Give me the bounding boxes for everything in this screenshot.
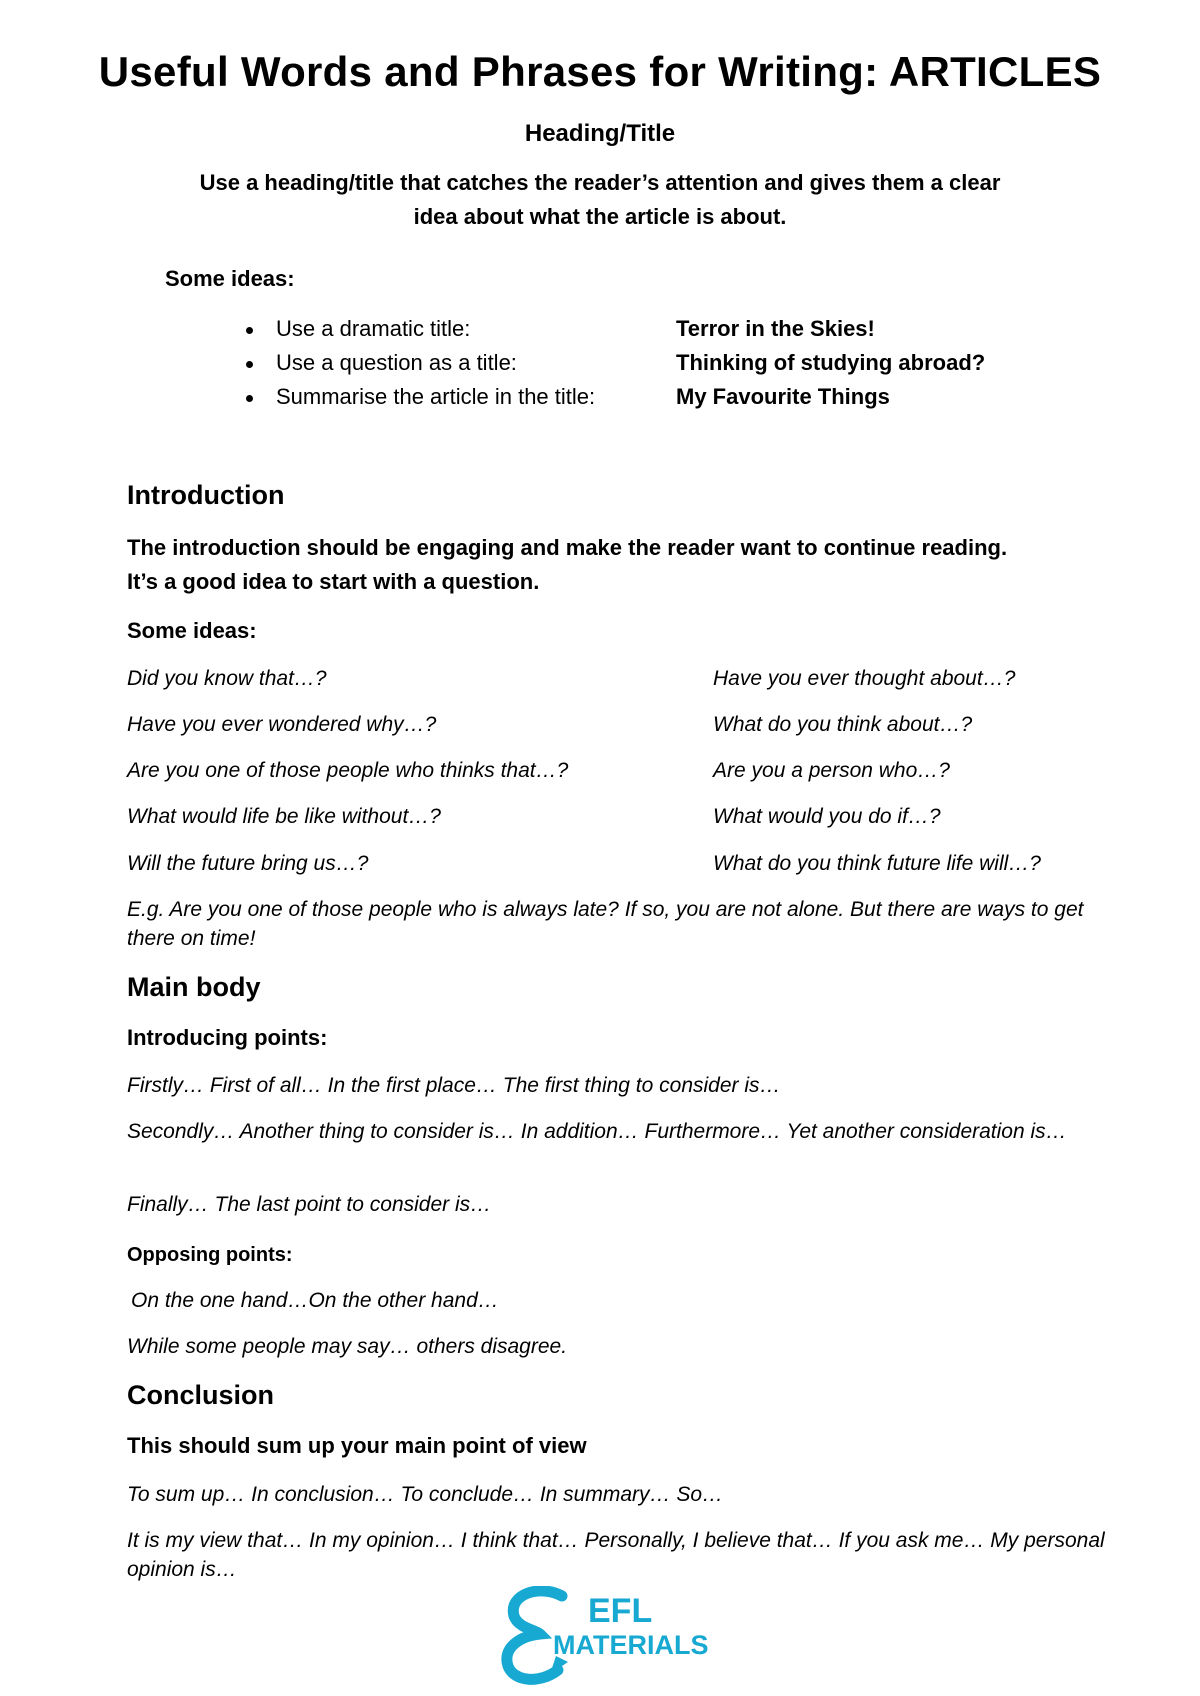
heading-idea-example: Terror in the Skies! (676, 316, 875, 341)
conclusion-heading: Conclusion (127, 1380, 274, 1410)
conclusion-phrase: It is my view that… In my opinion… I think that… Personally, I believe that… If you ask me… My personal opinion is… (127, 1529, 1105, 1581)
heading-idea-text: Use a dramatic title: (276, 316, 471, 341)
opposing-phrase: On the one hand…On the other hand… (131, 1289, 499, 1312)
bullet-icon (246, 327, 253, 334)
heading-section-description (0, 166, 1200, 234)
introduction-phrase: What would life be like without…? (127, 805, 441, 828)
introduction-phrase: Have you ever thought about…? (713, 667, 1016, 690)
introducing-phrase: Firstly… First of all… In the first place… The first thing to consider is… (127, 1074, 781, 1097)
introduction-phrase: Will the future bring us…? (127, 852, 369, 875)
opposing-points-label: Opposing points: (127, 1244, 293, 1266)
introduction-phrase: Did you know that…? (127, 667, 327, 690)
introduction-phrase: What do you think about…? (713, 713, 973, 736)
introducing-points-label: Introducing points: (127, 1025, 328, 1050)
introduction-description-line1: The introduction should be engaging and make the reader want to continue reading. (127, 535, 1008, 560)
introduction-ideas-label: Some ideas: (127, 618, 257, 643)
introducing-phrase: Secondly… Another thing to consider is… In addition… Furthermore… Yet another consideration is… (127, 1120, 1067, 1143)
opposing-phrase: While some people may say… others disagree. (127, 1335, 568, 1358)
introducing-phrase: Finally… The last point to consider is… (127, 1193, 492, 1216)
introduction-phrase: What do you think future life will…? (713, 852, 1041, 875)
heading-ideas-label: Some ideas: (165, 266, 295, 291)
efl-materials-logo (500, 1586, 709, 1686)
introduction-phrase: What would you do if…? (713, 805, 941, 828)
introduction-example: E.g. Are you one of those people who is always late? If so, you are not alone. But there are ways to get there on time! (127, 898, 1084, 950)
introduction-heading: Introduction (127, 480, 285, 510)
bullet-icon (246, 395, 253, 402)
heading-idea-example: Thinking of studying abroad? (676, 350, 986, 375)
logo-text-efl: EFL (588, 1592, 653, 1630)
conclusion-description: This should sum up your main point of view (127, 1433, 587, 1458)
heading-description-line2: idea about what the article is about. (413, 204, 787, 229)
heading-description-line1: Use a heading/title that catches the reader’s attention and gives them a clear (199, 170, 1001, 195)
main-body-heading: Main body (127, 972, 261, 1002)
document-title: Useful Words and Phrases for Writing: ARTICLES (98, 48, 1102, 95)
introduction-phrase: Are you one of those people who thinks that…? (127, 759, 569, 782)
introduction-phrase: Are you a person who…? (713, 759, 950, 782)
heading-section-title: Heading/Title (524, 120, 676, 147)
heading-idea-example: My Favourite Things (676, 384, 890, 409)
introduction-phrase: Have you ever wondered why…? (127, 713, 437, 736)
bullet-icon (246, 361, 253, 368)
logo-text-materials: MATERIALS (553, 1630, 709, 1660)
heading-idea-text: Summarise the article in the title: (276, 384, 596, 409)
conclusion-phrase: To sum up… In conclusion… To conclude… In summary… So… (127, 1483, 724, 1506)
heading-idea-text: Use a question as a title: (276, 350, 517, 375)
introduction-description-line2: It’s a good idea to start with a question. (127, 569, 540, 594)
